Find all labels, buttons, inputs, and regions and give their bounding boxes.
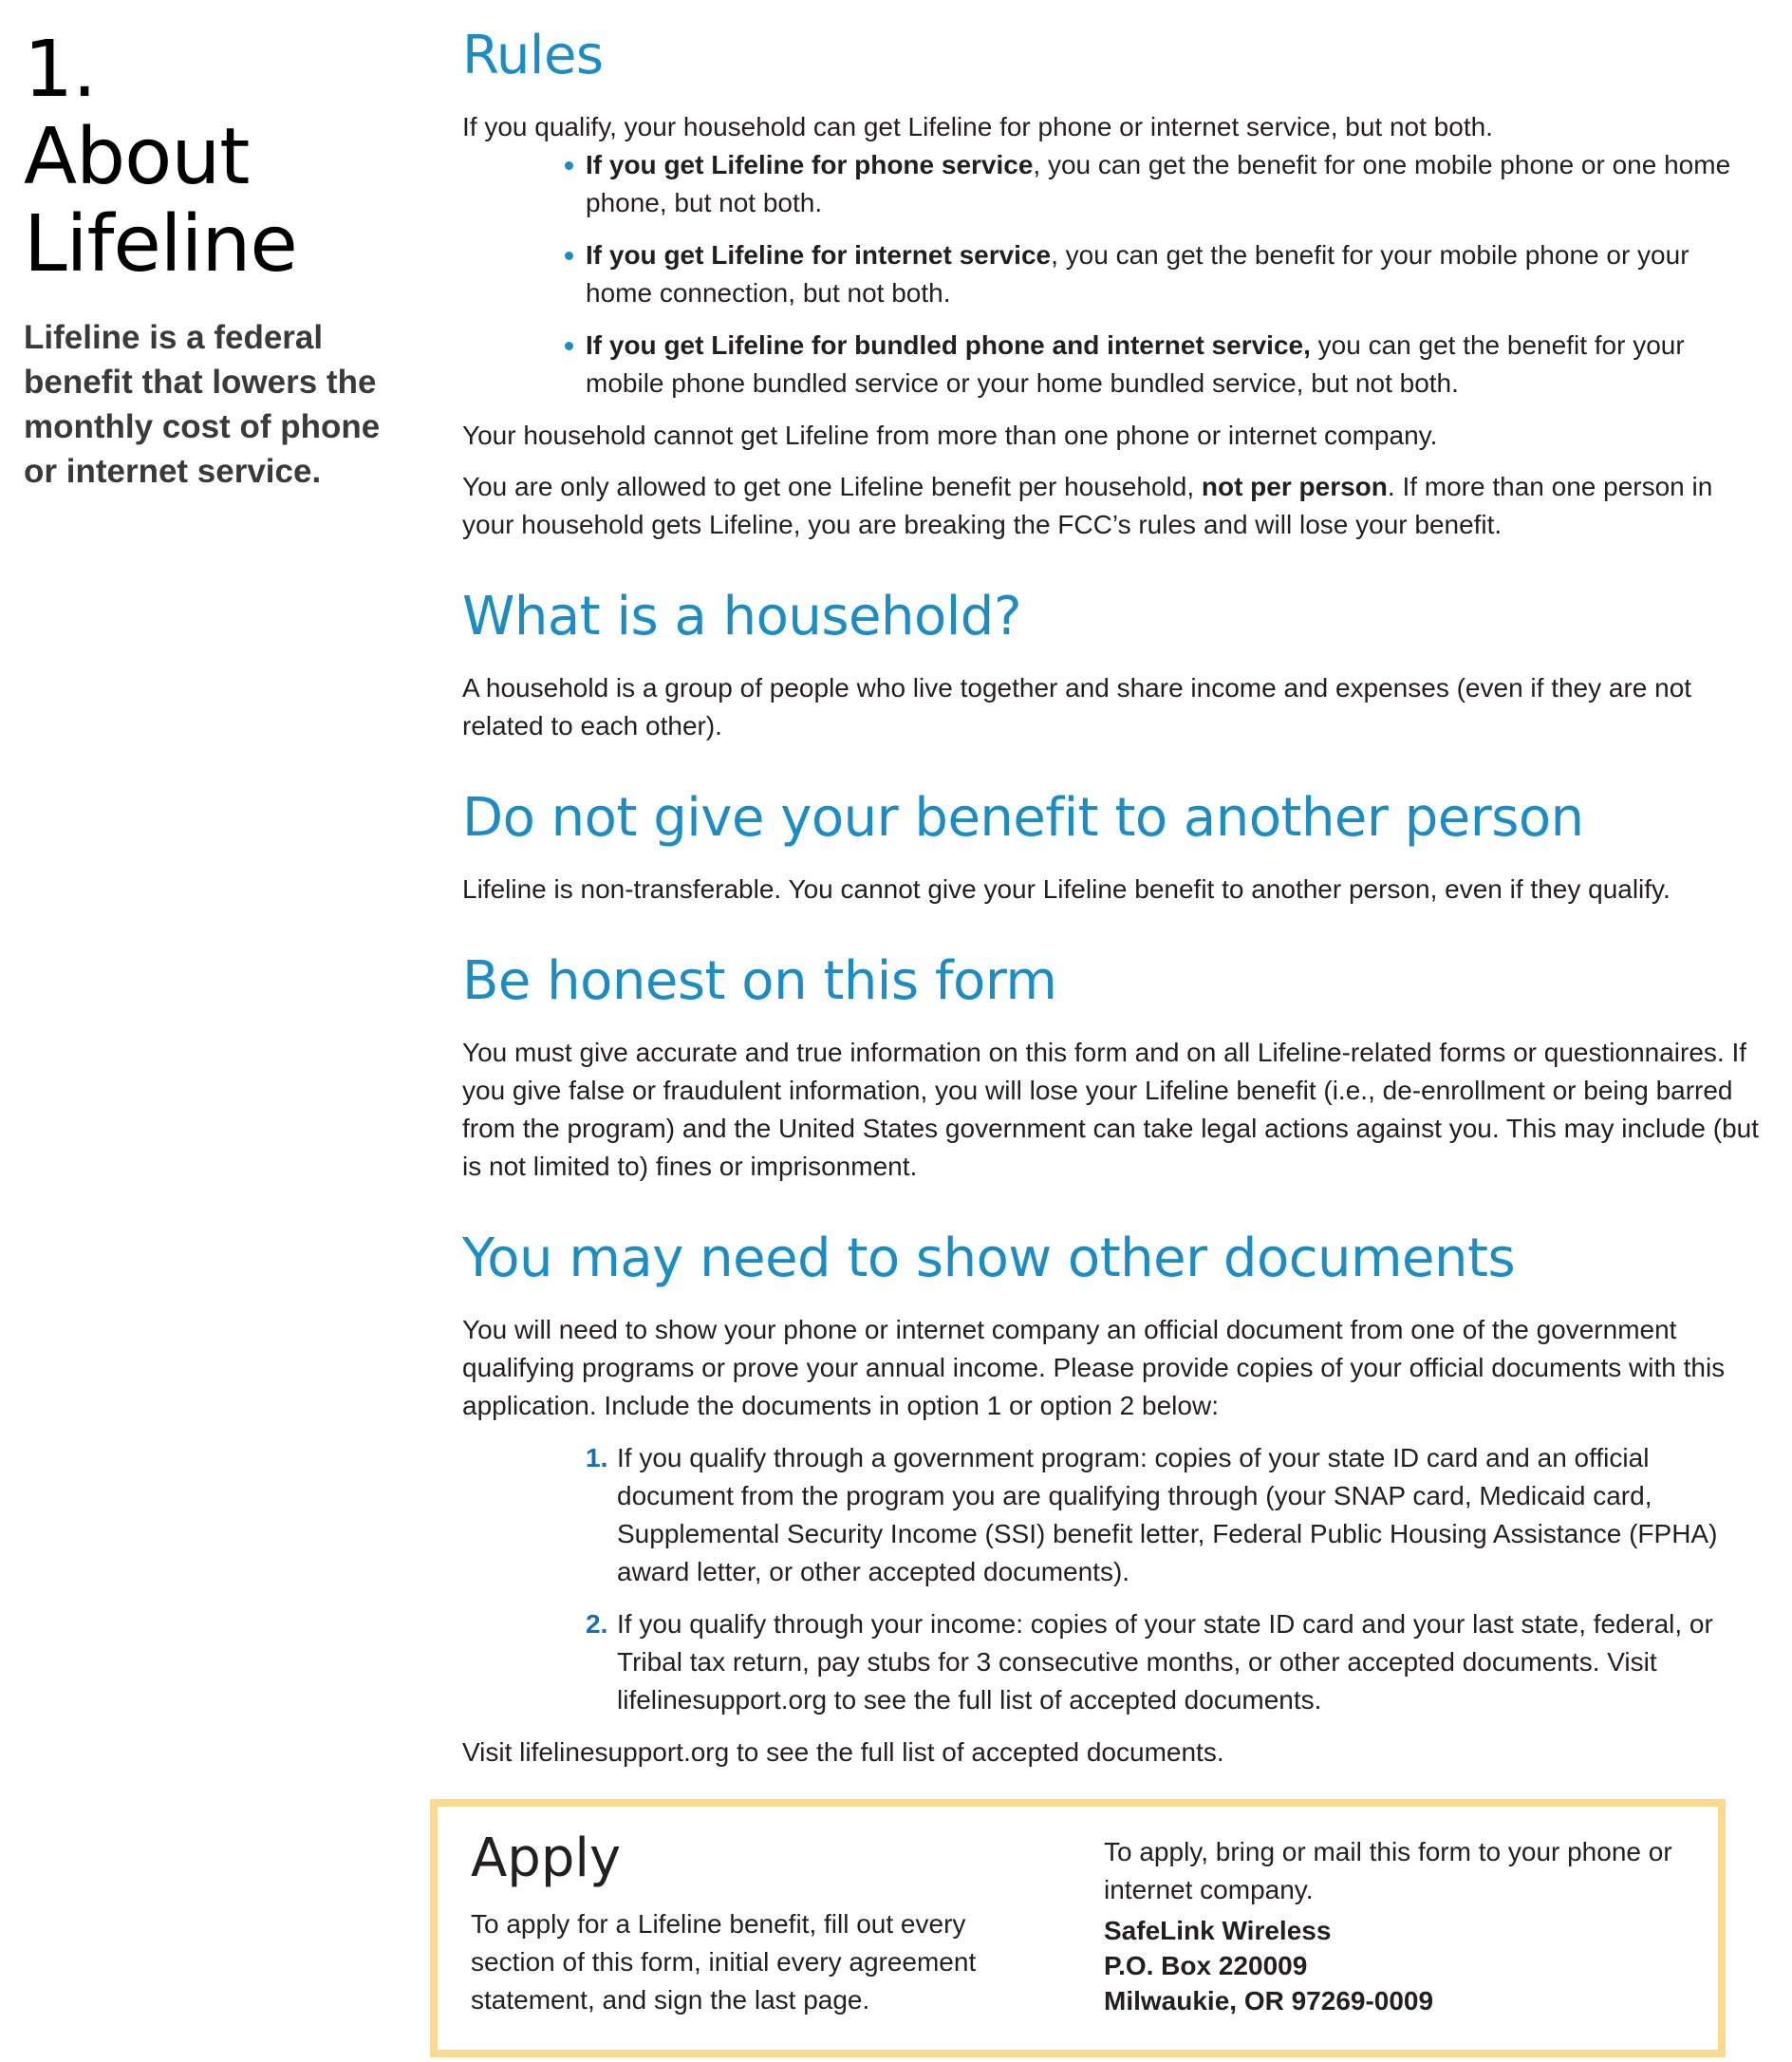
rules-bullet-bold: If you get Lifeline for bundled phone and internet service, xyxy=(586,330,1311,360)
address-company: SafeLink Wireless xyxy=(1104,1916,1332,1945)
section-sidebar xyxy=(24,27,394,494)
apply-heading: Apply xyxy=(471,1828,622,1889)
option-number: 1. xyxy=(586,1443,608,1472)
documents-visit: Visit lifelinesupport.org to see the full list of accepted documents. xyxy=(462,1737,1224,1767)
honest-text: You must give accurate and true information on this form and on all Lifeline-related forms or questionnaires. If you give false or fraudulent information, you will lose your Lifeline benefit (i.e., de-enrollment or being barred from the program) and the United States government can take legal actions against you. This may include (but is not limited to) fines or imprisonment. xyxy=(462,1038,1759,1181)
documents-section xyxy=(462,1226,1767,1771)
address-city: Milwaukie, OR 97269-0009 xyxy=(1104,1986,1434,2015)
option-text: If you qualify through a government program: copies of your state ID card and an official document from the program you are qualifying through (your SNAP card, Medicaid card, Supplemental Security Income (SSI) benefit letter, Federal Public Housing Assistance (FPHA) award letter, or other accepted documents). xyxy=(617,1443,1718,1586)
rules-intro: If you qualify, your household can get Lifeline for phone or internet service, but not both. xyxy=(462,112,1493,141)
apply-instructions-column xyxy=(471,1826,1050,2019)
apply-mail-intro: To apply, bring or mail this form to your phone or internet company. xyxy=(1104,1837,1672,1904)
rules-bullet-text: , you can get the benefit for your mobile phone or your home connection, but not both. xyxy=(586,240,1689,308)
documents-option-government xyxy=(586,1439,1748,1591)
documents-option-income xyxy=(586,1605,1748,1719)
household-section xyxy=(462,584,1767,745)
rules-bullet-phone xyxy=(565,146,1732,222)
transfer-heading: Do not give your benefit to another person xyxy=(462,787,1584,849)
household-heading: What is a household? xyxy=(462,586,1022,647)
honest-section xyxy=(462,948,1767,1186)
documents-options-list xyxy=(586,1439,1748,1719)
rules-bullet-text: , you can get the benefit for one mobile phone or one home phone, but not both. xyxy=(586,150,1731,217)
section-title xyxy=(24,27,394,289)
rules-bullet-bundled xyxy=(565,327,1732,403)
rules-per-household xyxy=(462,468,1767,544)
apply-instructions: To apply for a Lifeline benefit, fill out every section of this form, initial every agreement statement, and sign the last page. xyxy=(471,1909,977,2015)
option-text: If you qualify through your income: copies of your state ID card and your last state, federal, or Tribal tax return, pay stubs for 3 consecutive months, or other accepted documents. Visit lifelinesupport.org to see the full list of accepted documents. xyxy=(617,1609,1713,1715)
main-content xyxy=(462,23,1767,1771)
section-intro: Lifeline is a federal benefit that lowers the monthly cost of phone or internet service. xyxy=(24,319,381,490)
honest-heading: Be honest on this form xyxy=(462,950,1057,1012)
documents-heading: You may need to show other documents xyxy=(462,1228,1516,1289)
rules-per-household-text-b: . If more than one person in your household gets Lifeline, you are breaking the FCC’s rules and will lose your benefit. xyxy=(462,472,1713,539)
apply-box xyxy=(430,1799,1726,2057)
transfer-text: Lifeline is non-transferable. You cannot give your Lifeline benefit to another person, even if they qualify. xyxy=(462,874,1671,904)
address-po-box: P.O. Box 220009 xyxy=(1104,1951,1308,1980)
rules-bullet-bold: If you get Lifeline for internet service xyxy=(586,240,1052,270)
rules-bullet-internet xyxy=(565,236,1732,312)
documents-intro: You will need to show your phone or internet company an official document from one of the government qualifying programs or prove your annual income. Please provide copies of your official documents with this application. Include the documents in option 1 or option 2 below: xyxy=(462,1315,1726,1420)
rules-heading: Rules xyxy=(462,25,604,86)
option-number: 2. xyxy=(586,1609,608,1639)
rules-per-household-text-a: You are only allowed to get one Lifeline benefit per household, xyxy=(462,472,1202,501)
household-text: A household is a group of people who live together and share income and expenses (even if they are not related to each other). xyxy=(462,673,1692,740)
section-title-line-1: About xyxy=(24,112,250,202)
apply-address-column xyxy=(1104,1833,1702,2018)
section-title-line-2: Lifeline xyxy=(24,199,297,290)
mailing-address xyxy=(1104,1913,1702,2018)
rules-bullet-list xyxy=(565,146,1732,403)
transfer-section xyxy=(462,785,1767,909)
rules-per-household-bold: not per person xyxy=(1201,472,1388,501)
rules-one-company: Your household cannot get Lifeline from more than one phone or internet company. xyxy=(462,421,1438,450)
section-number: 1. xyxy=(24,25,97,115)
rules-bullet-bold: If you get Lifeline for phone service xyxy=(586,150,1034,179)
rules-bullet-text: you can get the benefit for your mobile phone bundled service or your home bundled service, but not both. xyxy=(586,330,1685,398)
rules-section xyxy=(462,23,1767,544)
